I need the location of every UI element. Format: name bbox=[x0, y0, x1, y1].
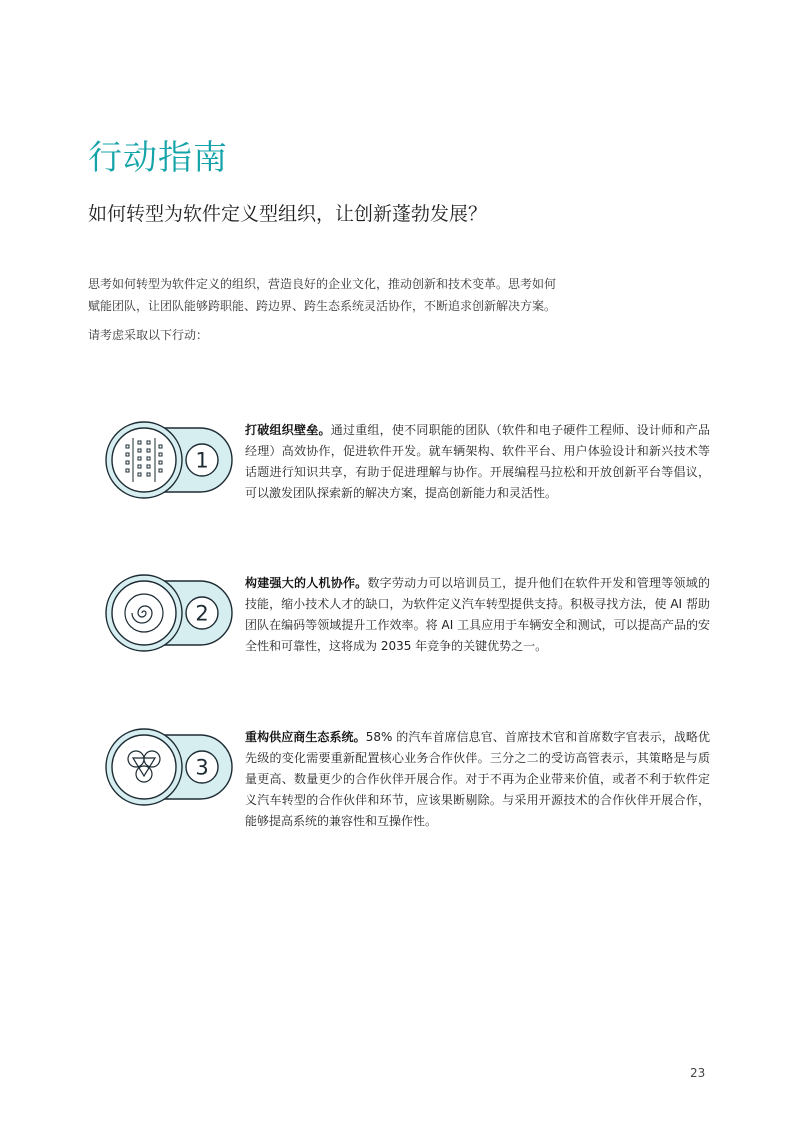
team-grid-icon bbox=[100, 420, 240, 510]
action-body-2: 数字劳动力可以培训员工，提升他们在软件开发和管理等领域的技能，缩小技术人才的缺口，为软件定义汽车转型提供支持。积极寻找方法，使 AI 帮助团队在编码等领域提升工作效率。将 AI 工具应用于车辆安全和测试，可以提高产品的安全性和可靠性，这将成为 2035 年竞争的关键优势之一。 bbox=[245, 576, 710, 653]
action-body-1: 通过重组，使不同职能的团队（软件和电子硬件工程师、设计师和产品经理）高效协作，促进软件开发。就车辆架构、软件平台、用户体验设计和新兴技术等话题进行知识共享，有助于促进理解与协作。开展编程马拉松和开放创新平台等倡议，可以激发团队探索新的解决方案，提高创新能力和灵活性。 bbox=[245, 423, 710, 500]
page-subtitle: 如何转型为软件定义型组织，让创新蓬勃发展？ bbox=[88, 203, 488, 225]
ecosystem-icon bbox=[100, 727, 240, 817]
action-heading-1: 打破组织壁垒。 bbox=[245, 423, 331, 437]
action-body-3: 58% 的汽车首席信息官、首席技术官和首席数字官表示，战略优先级的变化需要重新配置核心业务合作伙伴。三分之二的受访高管表示，其策略是与质量更高、数量更少的合作伙伴开展合作。对于不再为企业带来价值，或者不利于软件定义汽车转型的合作伙伴和环节，应该果断剔除。与采用开源技术的合作伙伴开展合作，能够提高系统的兼容性和互操作性。 bbox=[245, 730, 710, 828]
action-text-1 bbox=[245, 420, 710, 504]
action-number-1: 1 bbox=[195, 448, 209, 473]
action-text-2 bbox=[245, 573, 710, 657]
page-number: 23 bbox=[690, 1066, 706, 1080]
intro-paragraph: 思考如何转型为软件定义的组织，营造良好的企业文化，推动创新和技术变革。思考如何赋能团队，让团队能够跨职能、跨边界、跨生态系统灵活协作，不断追求创新解决方案。 bbox=[88, 277, 557, 313]
spiral-icon bbox=[100, 573, 240, 663]
action-number-3: 3 bbox=[195, 755, 209, 780]
actions-prompt: 请考虑采取以下行动： bbox=[88, 328, 209, 342]
action-heading-3: 重构供应商生态系统。 bbox=[245, 730, 366, 744]
action-number-2: 2 bbox=[195, 601, 209, 626]
page-title: 行动指南 bbox=[88, 138, 228, 178]
action-heading-2: 构建强大的人机协作。 bbox=[245, 576, 368, 590]
action-text-3 bbox=[245, 727, 710, 832]
